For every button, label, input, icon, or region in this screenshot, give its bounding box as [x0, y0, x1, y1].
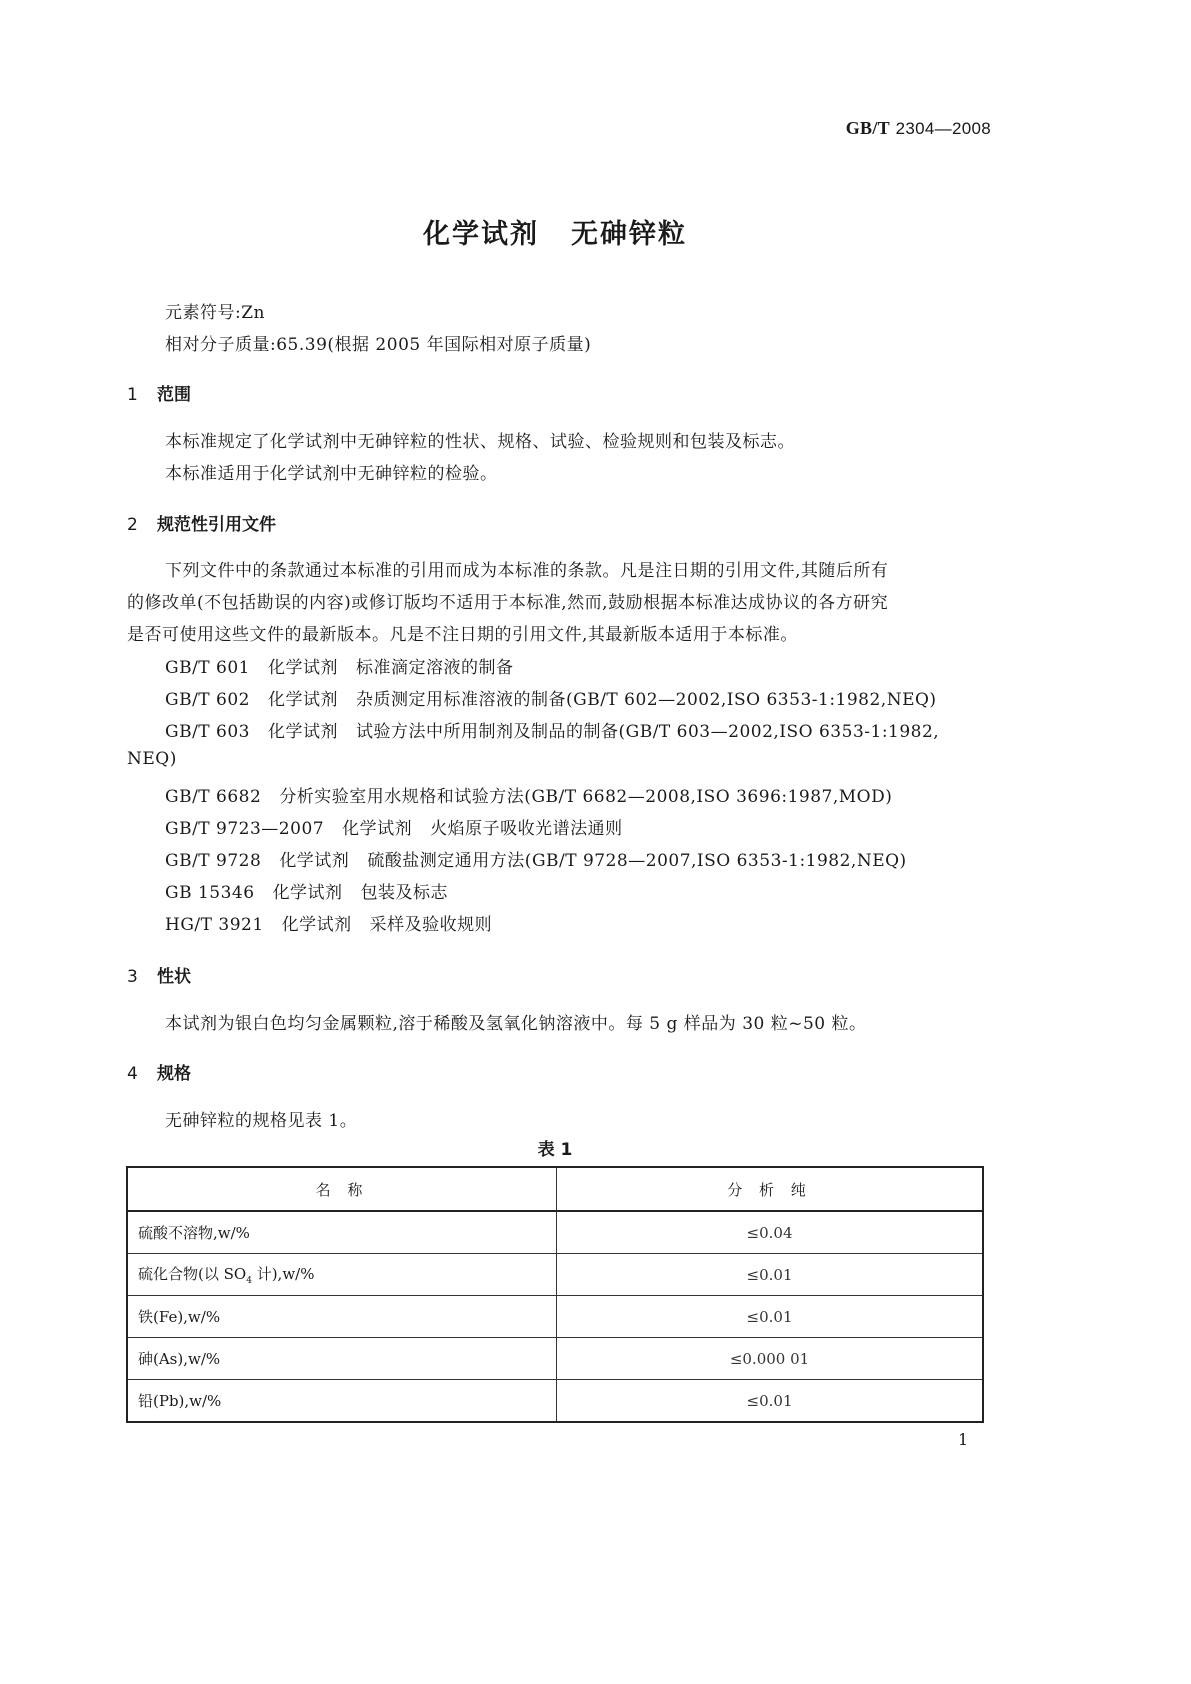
- paragraph: 下列文件中的条款通过本标准的引用而成为本标准的条款。凡是注日期的引用文件,其随后所有: [165, 561, 889, 581]
- table-header-row: [127, 1167, 983, 1211]
- column-header-name: 名 称: [127, 1167, 557, 1211]
- reference-item: GB/T 9728 化学试剂 硫酸盐测定通用方法(GB/T 9728—2007,ISO 6353-1:1982,NEQ): [165, 851, 907, 871]
- paragraph: 本标准适用于化学试剂中无砷锌粒的检验。: [165, 464, 498, 484]
- table-row: [127, 1211, 983, 1254]
- item-value: ≤0.01: [557, 1296, 984, 1338]
- section-heading-4: 4 规格: [127, 1064, 191, 1084]
- reference-item: GB 15346 化学试剂 包装及标志: [165, 883, 449, 903]
- spec-table: [126, 1166, 984, 1423]
- paragraph: 无砷锌粒的规格见表 1。: [165, 1111, 358, 1131]
- reference-item: GB/T 603 化学试剂 试验方法中所用制剂及制品的制备(GB/T 603—2002,ISO 6353-1:1982,: [165, 722, 940, 742]
- reference-item: GB/T 601 化学试剂 标准滴定溶液的制备: [165, 658, 514, 678]
- page-number: 1: [958, 1430, 969, 1449]
- item-name: 铁(Fe),w/%: [127, 1296, 557, 1338]
- reference-item: HG/T 3921 化学试剂 采样及验收规则: [165, 915, 493, 935]
- item-name: 砷(As),w/%: [127, 1338, 557, 1380]
- table-row: [127, 1296, 983, 1338]
- item-value: ≤0.01: [557, 1380, 984, 1423]
- item-name: 硫化合物(以 $SO_4$ 计),w/%: [127, 1254, 557, 1296]
- paragraph: 本试剂为银白色均匀金属颗粒,溶于稀酸及氢氧化钠溶液中。每 5 g 样品为 30 粒~50 粒。: [165, 1014, 867, 1034]
- section-heading-1: 1 范围: [127, 385, 191, 405]
- item-name: 硫酸不溶物,w/%: [127, 1211, 557, 1254]
- document-title: [0, 212, 1110, 251]
- table-row: [127, 1338, 983, 1380]
- standard-code: [846, 118, 991, 139]
- item-value: ≤0.01: [557, 1254, 984, 1296]
- reference-continuation: NEQ): [127, 749, 177, 769]
- standard-number: 2304—2008: [895, 119, 991, 138]
- table-row: [127, 1380, 983, 1423]
- title-part-2: 无砷锌粒: [571, 219, 687, 250]
- table-row: [127, 1254, 983, 1296]
- item-value: ≤0.04: [557, 1211, 984, 1254]
- item-name: 铅(Pb),w/%: [127, 1380, 557, 1423]
- item-value: ≤0.000 01: [557, 1338, 984, 1380]
- reference-item: GB/T 9723—2007 化学试剂 火焰原子吸收光谱法通则: [165, 819, 623, 839]
- paragraph: 本标准规定了化学试剂中无砷锌粒的性状、规格、试验、检验规则和包装及标志。: [165, 432, 795, 452]
- reference-item: GB/T 6682 分析实验室用水规格和试验方法(GB/T 6682—2008,ISO 3696:1987,MOD): [165, 787, 893, 807]
- paragraph: 是否可使用这些文件的最新版本。凡是不注日期的引用文件,其最新版本适用于本标准。: [127, 625, 798, 645]
- molecular-mass: 相对分子质量:65.39(根据 2005 年国际相对原子质量): [165, 335, 592, 355]
- section-heading-2: 2 规范性引用文件: [127, 515, 276, 535]
- paragraph: 的修改单(不包括勘误的内容)或修订版均不适用于本标准,然而,鼓励根据本标准达成协议的各方研究: [127, 593, 889, 613]
- column-header-grade: 分 析 纯: [557, 1167, 984, 1211]
- reference-item: GB/T 602 化学试剂 杂质测定用标准溶液的制备(GB/T 602—2002,ISO 6353-1:1982,NEQ): [165, 690, 937, 710]
- section-heading-3: 3 性状: [127, 967, 191, 987]
- standard-prefix: GB/T: [845, 118, 890, 138]
- title-part-1: 化学试剂: [423, 219, 539, 250]
- table-caption: 表 1: [537, 1140, 573, 1160]
- element-symbol: 元素符号:Zn: [165, 303, 265, 323]
